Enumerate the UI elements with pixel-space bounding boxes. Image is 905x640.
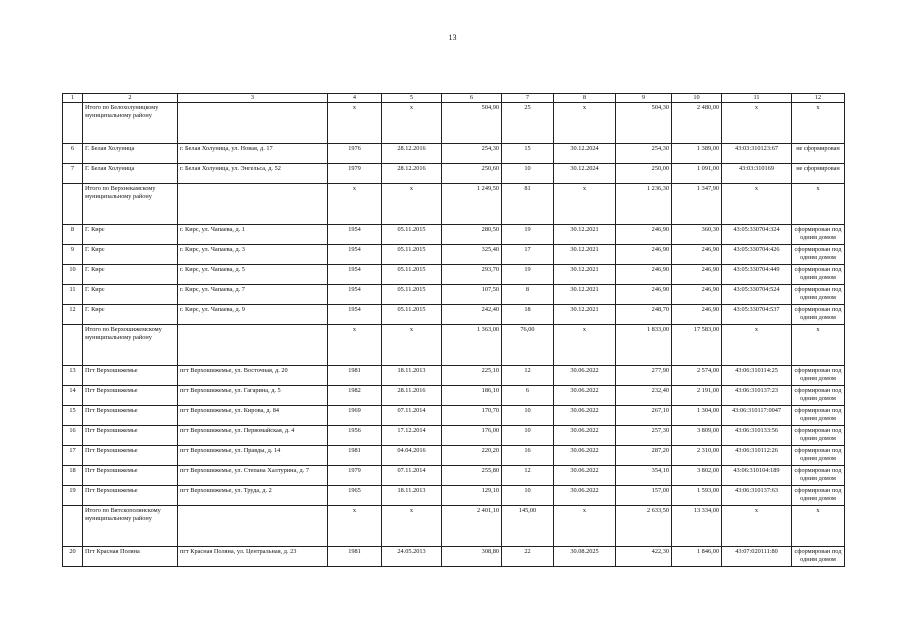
people-cell: 145,00 bbox=[502, 506, 554, 547]
date-cell: 05.11.2015 bbox=[382, 285, 442, 305]
row-number-cell: 9 bbox=[63, 245, 83, 265]
date-cell: 05.11.2015 bbox=[382, 265, 442, 285]
date-cell: 04.04.2016 bbox=[382, 446, 442, 466]
column-number: 11 bbox=[722, 94, 792, 103]
district-total-label: Итого по Белохолуницкому муниципальному району bbox=[83, 103, 178, 144]
area-cell: 1 363,00 bbox=[442, 325, 502, 366]
column-number: 2 bbox=[83, 94, 178, 103]
column-number: 5 bbox=[382, 94, 442, 103]
town-cell: Пгт Верхошижемье bbox=[83, 426, 178, 446]
plan-date-cell: x bbox=[554, 325, 616, 366]
date-cell: 05.11.2015 bbox=[382, 245, 442, 265]
sum-cell: 1 846,00 bbox=[672, 547, 722, 567]
people-cell: 12 bbox=[502, 366, 554, 386]
cadastral-cell: 43:06:310133:56 bbox=[722, 426, 792, 446]
status-cell: сформирован под одним домом bbox=[792, 366, 845, 386]
address-cell: пгт Верхошижемье, ул. Правды, д. 14 bbox=[178, 446, 328, 466]
people-cell: 10 bbox=[502, 164, 554, 184]
year-cell: x bbox=[328, 184, 382, 225]
new-area-cell: 157,00 bbox=[616, 486, 672, 506]
new-area-cell: 246,90 bbox=[616, 245, 672, 265]
year-cell: 1981 bbox=[328, 366, 382, 386]
year-cell: 1982 bbox=[328, 386, 382, 406]
date-cell: x bbox=[382, 506, 442, 547]
row-number-cell: 11 bbox=[63, 285, 83, 305]
address-cell: г. Кирс, ул. Чапаева, д. 7 bbox=[178, 285, 328, 305]
address-cell: пгт Верхошижемье, ул. Кирова, д. 84 bbox=[178, 406, 328, 426]
sum-cell: 2 574,00 bbox=[672, 366, 722, 386]
new-area-cell: 267,10 bbox=[616, 406, 672, 426]
sum-cell: 246,90 bbox=[672, 285, 722, 305]
year-cell: x bbox=[328, 325, 382, 366]
new-area-cell: 248,70 bbox=[616, 305, 672, 325]
date-cell: 17.12.2014 bbox=[382, 426, 442, 446]
row-number-cell: 7 bbox=[63, 164, 83, 184]
people-cell: 19 bbox=[502, 225, 554, 245]
district-total-row bbox=[63, 184, 845, 225]
column-number: 7 bbox=[502, 94, 554, 103]
area-cell: 107,50 bbox=[442, 285, 502, 305]
page-number: 13 bbox=[448, 33, 457, 42]
people-cell: 17 bbox=[502, 245, 554, 265]
sum-cell: 3 809,00 bbox=[672, 426, 722, 446]
status-cell: сформирован под одним домом bbox=[792, 285, 845, 305]
plan-date-cell: 30.12.2021 bbox=[554, 265, 616, 285]
row-number-cell: 18 bbox=[63, 466, 83, 486]
area-cell: 129,10 bbox=[442, 486, 502, 506]
people-cell: 12 bbox=[502, 466, 554, 486]
table-row bbox=[63, 366, 845, 386]
area-cell: 280,50 bbox=[442, 225, 502, 245]
year-cell: 1954 bbox=[328, 245, 382, 265]
new-area-cell: 254,30 bbox=[616, 144, 672, 164]
table-row bbox=[63, 406, 845, 426]
column-number: 9 bbox=[616, 94, 672, 103]
row-number-cell: 13 bbox=[63, 366, 83, 386]
sum-cell: 3 802,00 bbox=[672, 466, 722, 486]
address-cell: пгт Верхошижемье, ул. Восточная, д. 20 bbox=[178, 366, 328, 386]
area-cell: 325,40 bbox=[442, 245, 502, 265]
new-area-cell: 277,90 bbox=[616, 366, 672, 386]
address-cell bbox=[178, 103, 328, 144]
column-number: 4 bbox=[328, 94, 382, 103]
new-area-cell: 246,90 bbox=[616, 265, 672, 285]
date-cell: x bbox=[382, 325, 442, 366]
area-cell: 242,40 bbox=[442, 305, 502, 325]
cadastral-cell: 43:05:330704:426 bbox=[722, 245, 792, 265]
sum-cell: 2 480,00 bbox=[672, 103, 722, 144]
plan-date-cell: 30.06.2022 bbox=[554, 466, 616, 486]
town-cell: Пгт Красная Поляна bbox=[83, 547, 178, 567]
sum-cell: 1 347,90 bbox=[672, 184, 722, 225]
town-cell: Пгт Верхошижемье bbox=[83, 386, 178, 406]
cadastral-cell: 43:06:310137:63 bbox=[722, 486, 792, 506]
address-cell: пгт Верхошижемье, ул. Степана Халтурина, д. 7 bbox=[178, 466, 328, 486]
address-cell: г. Белая Холуница, ул. Энгельса, д. 52 bbox=[178, 164, 328, 184]
date-cell: 28.11.2016 bbox=[382, 386, 442, 406]
table-row bbox=[63, 305, 845, 325]
people-cell: 18 bbox=[502, 305, 554, 325]
year-cell: 1969 bbox=[328, 406, 382, 426]
sum-cell: 2 310,00 bbox=[672, 446, 722, 466]
cadastral-cell: 43:06:310112:26 bbox=[722, 446, 792, 466]
new-area-cell: 354,10 bbox=[616, 466, 672, 486]
sum-cell: 246,90 bbox=[672, 305, 722, 325]
town-cell: Г. Кирс bbox=[83, 265, 178, 285]
area-cell: 308,80 bbox=[442, 547, 502, 567]
year-cell: x bbox=[328, 506, 382, 547]
date-cell: 05.11.2015 bbox=[382, 225, 442, 245]
plan-date-cell: 30.06.2022 bbox=[554, 386, 616, 406]
plan-date-cell: 30.12.2021 bbox=[554, 285, 616, 305]
sum-cell: 1 593,00 bbox=[672, 486, 722, 506]
plan-date-cell: 30.06.2022 bbox=[554, 486, 616, 506]
column-number: 1 bbox=[63, 94, 83, 103]
sum-cell: 360,30 bbox=[672, 225, 722, 245]
address-cell: пгт Верхошижемье, ул. Первомайская, д. 4 bbox=[178, 426, 328, 446]
cadastral-cell: 43:03:310123:67 bbox=[722, 144, 792, 164]
year-cell: 1956 bbox=[328, 426, 382, 446]
row-number-cell: 17 bbox=[63, 446, 83, 466]
plan-date-cell: 30.06.2022 bbox=[554, 446, 616, 466]
plan-date-cell: 30.06.2022 bbox=[554, 366, 616, 386]
cadastral-cell: 43:05:330704:537 bbox=[722, 305, 792, 325]
table-row bbox=[63, 225, 845, 245]
people-cell: 10 bbox=[502, 406, 554, 426]
people-cell: 22 bbox=[502, 547, 554, 567]
town-cell: Г. Кирс bbox=[83, 285, 178, 305]
new-area-cell: 422,30 bbox=[616, 547, 672, 567]
row-number-cell: 10 bbox=[63, 265, 83, 285]
cadastral-cell: 43:06:310104:189 bbox=[722, 466, 792, 486]
year-cell: 1965 bbox=[328, 486, 382, 506]
table-row bbox=[63, 486, 845, 506]
status-cell: сформирован под одним домом bbox=[792, 305, 845, 325]
people-cell: 8 bbox=[502, 285, 554, 305]
area-cell: 250,60 bbox=[442, 164, 502, 184]
district-total-row bbox=[63, 325, 845, 366]
cadastral-cell: 43:03:310169 bbox=[722, 164, 792, 184]
cadastral-cell: 43:05:330704:324 bbox=[722, 225, 792, 245]
area-cell: 186,10 bbox=[442, 386, 502, 406]
people-cell: 16 bbox=[502, 446, 554, 466]
area-cell: 2 401,10 bbox=[442, 506, 502, 547]
people-cell: 25 bbox=[502, 103, 554, 144]
plan-date-cell: 30.06.2022 bbox=[554, 406, 616, 426]
people-cell: 15 bbox=[502, 144, 554, 164]
table-body bbox=[63, 103, 845, 567]
address-cell: пгт Верхошижемье, ул. Гагарина, д. 5 bbox=[178, 386, 328, 406]
cadastral-cell: 43:07:020111:80 bbox=[722, 547, 792, 567]
people-cell: 19 bbox=[502, 265, 554, 285]
status-cell: x bbox=[792, 325, 845, 366]
area-cell: 225,10 bbox=[442, 366, 502, 386]
district-total-label: Итого по Верхошижемскому муниципальному району bbox=[83, 325, 178, 366]
plan-date-cell: x bbox=[554, 184, 616, 225]
address-cell: пгт Красная Поляна, ул. Центральная, д. 23 bbox=[178, 547, 328, 567]
cadastral-cell: x bbox=[722, 506, 792, 547]
date-cell: 18.11.2013 bbox=[382, 366, 442, 386]
sum-cell: 13 334,00 bbox=[672, 506, 722, 547]
new-area-cell: 246,90 bbox=[616, 225, 672, 245]
year-cell: 1954 bbox=[328, 285, 382, 305]
town-cell: Г. Кирс bbox=[83, 225, 178, 245]
new-area-cell: 1 236,30 bbox=[616, 184, 672, 225]
row-number-cell: 15 bbox=[63, 406, 83, 426]
status-cell: сформирован под одним домом bbox=[792, 547, 845, 567]
column-number-row bbox=[63, 94, 845, 103]
status-cell: сформирован под одним домом bbox=[792, 406, 845, 426]
address-cell: г. Кирс, ул. Чапаева, д. 5 bbox=[178, 265, 328, 285]
date-cell: 24.05.2013 bbox=[382, 547, 442, 567]
plan-date-cell: 30.12.2024 bbox=[554, 164, 616, 184]
row-number-cell: 16 bbox=[63, 426, 83, 446]
housing-table bbox=[62, 93, 845, 567]
people-cell: 81 bbox=[502, 184, 554, 225]
row-number-cell bbox=[63, 184, 83, 225]
sum-cell: 17 583,00 bbox=[672, 325, 722, 366]
sum-cell: 1 389,00 bbox=[672, 144, 722, 164]
date-cell: 07.11.2014 bbox=[382, 406, 442, 426]
row-number-cell: 8 bbox=[63, 225, 83, 245]
table-row bbox=[63, 386, 845, 406]
new-area-cell: 1 833,00 bbox=[616, 325, 672, 366]
town-cell: Пгт Верхошижемье bbox=[83, 486, 178, 506]
cadastral-cell: 43:06:310117:0047 bbox=[722, 406, 792, 426]
town-cell: Пгт Верхошижемье bbox=[83, 446, 178, 466]
row-number-cell: 20 bbox=[63, 547, 83, 567]
sum-cell: 2 191,00 bbox=[672, 386, 722, 406]
row-number-cell: 12 bbox=[63, 305, 83, 325]
table-row bbox=[63, 547, 845, 567]
date-cell: 18.11.2013 bbox=[382, 486, 442, 506]
row-number-cell: 6 bbox=[63, 144, 83, 164]
plan-date-cell: 30.12.2021 bbox=[554, 225, 616, 245]
sum-cell: 246,90 bbox=[672, 245, 722, 265]
town-cell: Пгт Верхошижемье bbox=[83, 406, 178, 426]
area-cell: 176,00 bbox=[442, 426, 502, 446]
year-cell: 1979 bbox=[328, 466, 382, 486]
plan-date-cell: 30.06.2022 bbox=[554, 426, 616, 446]
plan-date-cell: 30.12.2021 bbox=[554, 305, 616, 325]
status-cell: сформирован под одним домом bbox=[792, 486, 845, 506]
sum-cell: 246,90 bbox=[672, 265, 722, 285]
year-cell: 1981 bbox=[328, 547, 382, 567]
town-cell: Пгт Верхошижемье bbox=[83, 466, 178, 486]
area-cell: 1 249,50 bbox=[442, 184, 502, 225]
date-cell: x bbox=[382, 184, 442, 225]
town-cell: Пгт Верхошижемье bbox=[83, 366, 178, 386]
status-cell: сформирован под одним домом bbox=[792, 386, 845, 406]
table-row bbox=[63, 285, 845, 305]
row-number-cell bbox=[63, 506, 83, 547]
address-cell: пгт Верхошижемье, ул. Труда, д. 2 bbox=[178, 486, 328, 506]
column-number: 3 bbox=[178, 94, 328, 103]
status-cell: сформирован под одним домом bbox=[792, 245, 845, 265]
address-cell bbox=[178, 325, 328, 366]
table-row bbox=[63, 426, 845, 446]
new-area-cell: 246,90 bbox=[616, 285, 672, 305]
area-cell: 293,70 bbox=[442, 265, 502, 285]
people-cell: 76,00 bbox=[502, 325, 554, 366]
status-cell: не сформирован bbox=[792, 144, 845, 164]
town-cell: Г. Белая Холуница bbox=[83, 164, 178, 184]
column-number: 8 bbox=[554, 94, 616, 103]
plan-date-cell: 30.12.2024 bbox=[554, 144, 616, 164]
row-number-cell: 14 bbox=[63, 386, 83, 406]
new-area-cell: 257,30 bbox=[616, 426, 672, 446]
table-row bbox=[63, 446, 845, 466]
table-row bbox=[63, 164, 845, 184]
town-cell: Г. Кирс bbox=[83, 305, 178, 325]
column-number: 12 bbox=[792, 94, 845, 103]
date-cell: 28.12.2016 bbox=[382, 144, 442, 164]
address-cell: г. Кирс, ул. Чапаева, д. 1 bbox=[178, 225, 328, 245]
row-number-cell bbox=[63, 325, 83, 366]
new-area-cell: 504,30 bbox=[616, 103, 672, 144]
plan-date-cell: x bbox=[554, 103, 616, 144]
year-cell: x bbox=[328, 103, 382, 144]
address-cell: г. Кирс, ул. Чапаева, д. 9 bbox=[178, 305, 328, 325]
year-cell: 1954 bbox=[328, 265, 382, 285]
status-cell: x bbox=[792, 184, 845, 225]
address-cell bbox=[178, 184, 328, 225]
status-cell: не сформирован bbox=[792, 164, 845, 184]
plan-date-cell: x bbox=[554, 506, 616, 547]
table-row bbox=[63, 245, 845, 265]
area-cell: 504,90 bbox=[442, 103, 502, 144]
year-cell: 1954 bbox=[328, 225, 382, 245]
address-cell: г. Белая Холуница, ул. Новая, д. 17 bbox=[178, 144, 328, 164]
area-cell: 220,20 bbox=[442, 446, 502, 466]
date-cell: 28.12.2016 bbox=[382, 164, 442, 184]
status-cell: x bbox=[792, 103, 845, 144]
date-cell: x bbox=[382, 103, 442, 144]
district-total-label: Итого по Вятскополянскому муниципальному району bbox=[83, 506, 178, 547]
address-cell bbox=[178, 506, 328, 547]
new-area-cell: 250,00 bbox=[616, 164, 672, 184]
new-area-cell: 232,40 bbox=[616, 386, 672, 406]
area-cell: 170,70 bbox=[442, 406, 502, 426]
status-cell: сформирован под одним домом bbox=[792, 265, 845, 285]
row-number-cell bbox=[63, 103, 83, 144]
plan-date-cell: 30.12.2021 bbox=[554, 245, 616, 265]
address-cell: г. Кирс, ул. Чапаева, д. 3 bbox=[178, 245, 328, 265]
cadastral-cell: 43:06:310137:23 bbox=[722, 386, 792, 406]
town-cell: Г. Кирс bbox=[83, 245, 178, 265]
people-cell: 10 bbox=[502, 426, 554, 446]
cadastral-cell: x bbox=[722, 103, 792, 144]
people-cell: 6 bbox=[502, 386, 554, 406]
district-total-row bbox=[63, 103, 845, 144]
plan-date-cell: 30.08.2025 bbox=[554, 547, 616, 567]
status-cell: сформирован под одним домом bbox=[792, 225, 845, 245]
year-cell: 1954 bbox=[328, 305, 382, 325]
status-cell: сформирован под одним домом bbox=[792, 466, 845, 486]
cadastral-cell: x bbox=[722, 184, 792, 225]
year-cell: 1981 bbox=[328, 446, 382, 466]
status-cell: сформирован под одним домом bbox=[792, 446, 845, 466]
district-total-row bbox=[63, 506, 845, 547]
table-row bbox=[63, 265, 845, 285]
table-row bbox=[63, 144, 845, 164]
date-cell: 05.11.2015 bbox=[382, 305, 442, 325]
district-total-label: Итого по Верхнекамскому муниципальному району bbox=[83, 184, 178, 225]
row-number-cell: 19 bbox=[63, 486, 83, 506]
town-cell: Г. Белая Холуница bbox=[83, 144, 178, 164]
cadastral-cell: x bbox=[722, 325, 792, 366]
column-number: 10 bbox=[672, 94, 722, 103]
area-cell: 254,30 bbox=[442, 144, 502, 164]
year-cell: 1979 bbox=[328, 164, 382, 184]
sum-cell: 1 304,00 bbox=[672, 406, 722, 426]
new-area-cell: 2 633,50 bbox=[616, 506, 672, 547]
area-cell: 255,80 bbox=[442, 466, 502, 486]
column-number: 6 bbox=[442, 94, 502, 103]
status-cell: сформирован под одним домом bbox=[792, 426, 845, 446]
table-row bbox=[63, 466, 845, 486]
cadastral-cell: 43:06:310114:25 bbox=[722, 366, 792, 386]
year-cell: 1976 bbox=[328, 144, 382, 164]
people-cell: 10 bbox=[502, 486, 554, 506]
cadastral-cell: 43:05:330704:524 bbox=[722, 285, 792, 305]
date-cell: 07.11.2014 bbox=[382, 466, 442, 486]
status-cell: x bbox=[792, 506, 845, 547]
cadastral-cell: 43:05:330704:449 bbox=[722, 265, 792, 285]
new-area-cell: 287,20 bbox=[616, 446, 672, 466]
sum-cell: 1 091,00 bbox=[672, 164, 722, 184]
